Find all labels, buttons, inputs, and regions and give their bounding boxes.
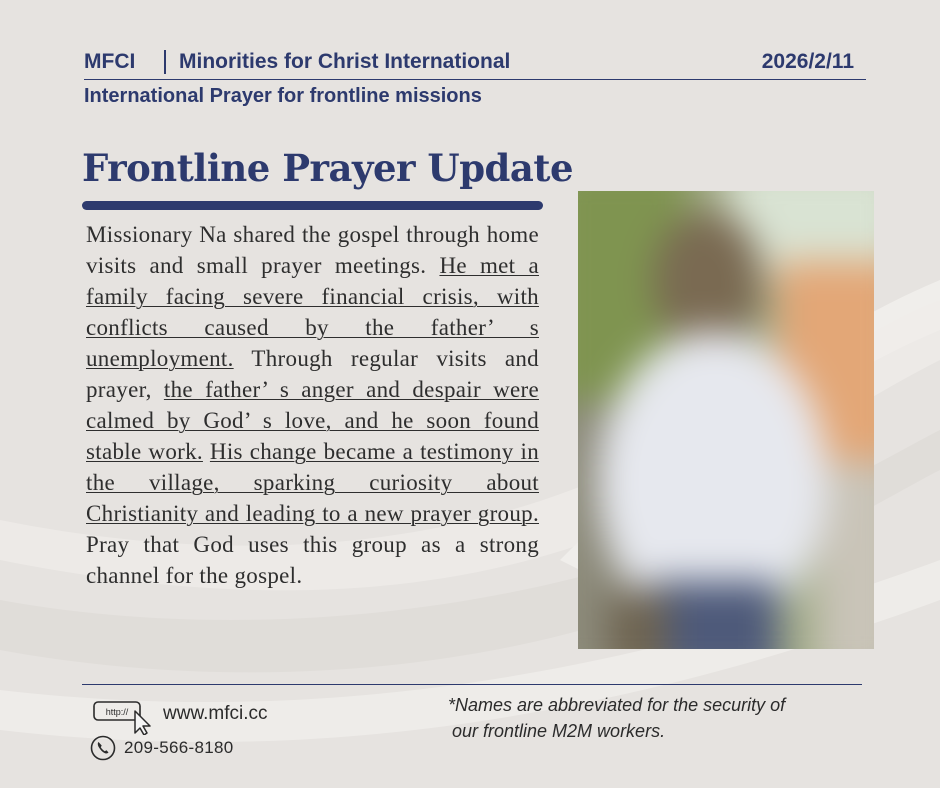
title-underline-bar: [82, 201, 543, 210]
underlined-text-segment: His change became a testimony in the village, sparking curiosity about Christianity and leading to a new prayer group.: [86, 439, 539, 526]
page-title: Frontline Prayer Update: [82, 146, 574, 190]
website-link[interactable]: www.mfci.cc: [163, 703, 268, 724]
footer-rule: [82, 684, 862, 685]
disclaimer-line-2: our frontline M2M workers.: [452, 721, 666, 741]
disclaimer-line-1: *Names are abbreviated for the security of: [448, 695, 786, 715]
blurred-missionary-photo: [578, 191, 874, 649]
header-bar: [84, 50, 864, 76]
text-segment: [203, 439, 210, 464]
web-link-icon: [93, 701, 153, 735]
text-segment: Through regular visits and prayer,: [86, 346, 539, 402]
header-rule: [84, 79, 866, 80]
header-divider: [164, 50, 166, 74]
header-subtitle: International Prayer for frontline missions: [84, 85, 482, 107]
organization-name: Minorities for Christ International: [179, 50, 511, 73]
brand-name: MFCI: [84, 50, 136, 73]
issue-date: 2026/2/11: [761, 50, 854, 73]
prayer-update-text: [86, 219, 539, 591]
security-disclaimer: [448, 692, 868, 744]
underlined-text-segment: He met a family facing severe financial crisis, with conflicts caused by the father’ s unemployment.: [86, 253, 539, 371]
phone-icon: [90, 735, 116, 761]
phone-number[interactable]: 209-566-8180: [124, 738, 234, 757]
underlined-text-segment: the father’ s anger and despair were calmed by God’ s love, and he soon found stable work.: [86, 377, 539, 464]
web-icon-text: http://: [105, 707, 129, 717]
text-segment: Pray that God uses this group as a strong channel for the gospel.: [86, 532, 539, 588]
text-segment: Missionary Na shared the gospel through home visits and small prayer meetings.: [86, 222, 539, 278]
